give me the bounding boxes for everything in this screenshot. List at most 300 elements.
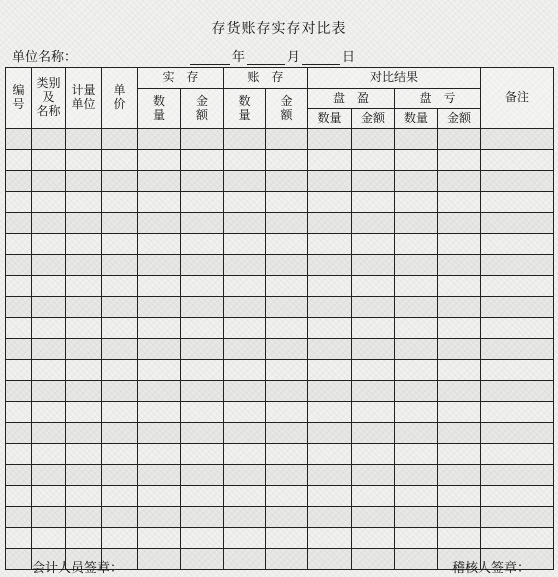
table-cell[interactable] bbox=[481, 402, 554, 423]
table-cell[interactable] bbox=[481, 486, 554, 507]
table-cell[interactable] bbox=[66, 486, 102, 507]
table-cell[interactable] bbox=[32, 486, 66, 507]
table-cell[interactable] bbox=[102, 318, 138, 339]
table-cell[interactable] bbox=[395, 402, 438, 423]
header-surplus-amt: 金额 bbox=[352, 109, 395, 129]
table-cell[interactable] bbox=[224, 423, 266, 444]
table-cell[interactable] bbox=[181, 171, 224, 192]
table-cell[interactable] bbox=[395, 360, 438, 381]
table-cell[interactable] bbox=[66, 192, 102, 213]
table-cell[interactable] bbox=[438, 276, 481, 297]
table-cell[interactable] bbox=[6, 297, 32, 318]
table-cell[interactable] bbox=[181, 150, 224, 171]
table-cell[interactable] bbox=[32, 360, 66, 381]
table-cell[interactable] bbox=[438, 486, 481, 507]
year-blank[interactable] bbox=[190, 50, 230, 65]
table-cell[interactable] bbox=[6, 150, 32, 171]
table-cell[interactable] bbox=[481, 255, 554, 276]
header-book: 账 存 bbox=[224, 68, 308, 89]
table-cell[interactable] bbox=[395, 234, 438, 255]
table-cell[interactable] bbox=[481, 234, 554, 255]
table-cell[interactable] bbox=[395, 444, 438, 465]
table-cell[interactable] bbox=[32, 234, 66, 255]
table-cell[interactable] bbox=[395, 129, 438, 150]
table-cell[interactable] bbox=[481, 507, 554, 528]
table-cell[interactable] bbox=[395, 213, 438, 234]
table-row bbox=[6, 234, 554, 255]
table-cell[interactable] bbox=[308, 213, 352, 234]
table-row bbox=[6, 444, 554, 465]
table-cell[interactable] bbox=[32, 255, 66, 276]
table-cell[interactable] bbox=[138, 381, 181, 402]
table-cell[interactable] bbox=[438, 297, 481, 318]
table-cell[interactable] bbox=[266, 528, 308, 549]
table-cell[interactable] bbox=[352, 402, 395, 423]
table-cell[interactable] bbox=[66, 297, 102, 318]
table-cell[interactable] bbox=[66, 339, 102, 360]
table-cell[interactable] bbox=[438, 318, 481, 339]
table-cell[interactable] bbox=[6, 486, 32, 507]
table-cell[interactable] bbox=[138, 402, 181, 423]
table-cell[interactable] bbox=[224, 234, 266, 255]
table-cell[interactable] bbox=[181, 381, 224, 402]
table-cell[interactable] bbox=[224, 486, 266, 507]
table-cell[interactable] bbox=[266, 234, 308, 255]
table-cell[interactable] bbox=[138, 276, 181, 297]
table-cell[interactable] bbox=[32, 465, 66, 486]
table-cell[interactable] bbox=[308, 255, 352, 276]
table-cell[interactable] bbox=[395, 318, 438, 339]
table-cell[interactable] bbox=[32, 528, 66, 549]
table-cell[interactable] bbox=[102, 150, 138, 171]
table-cell[interactable] bbox=[181, 234, 224, 255]
table-cell[interactable] bbox=[352, 528, 395, 549]
header-compare: 对比结果 bbox=[308, 68, 481, 89]
table-cell[interactable] bbox=[6, 360, 32, 381]
table-cell[interactable] bbox=[352, 129, 395, 150]
table-cell[interactable] bbox=[32, 423, 66, 444]
table-cell[interactable] bbox=[395, 339, 438, 360]
table-cell[interactable] bbox=[138, 171, 181, 192]
table-cell[interactable] bbox=[66, 360, 102, 381]
table-cell[interactable] bbox=[352, 255, 395, 276]
table-cell[interactable] bbox=[352, 213, 395, 234]
table-cell[interactable] bbox=[266, 465, 308, 486]
table-cell[interactable] bbox=[224, 171, 266, 192]
table-cell[interactable] bbox=[181, 549, 224, 570]
table-cell[interactable] bbox=[438, 465, 481, 486]
table-cell[interactable] bbox=[102, 255, 138, 276]
table-cell[interactable] bbox=[308, 465, 352, 486]
table-cell[interactable] bbox=[352, 507, 395, 528]
table-cell[interactable] bbox=[138, 465, 181, 486]
table-cell[interactable] bbox=[138, 150, 181, 171]
table-cell[interactable] bbox=[266, 318, 308, 339]
table-cell[interactable] bbox=[32, 318, 66, 339]
table-cell[interactable] bbox=[66, 276, 102, 297]
table-cell[interactable] bbox=[308, 297, 352, 318]
header-category: 类别 及 名称 bbox=[32, 68, 66, 129]
table-cell[interactable] bbox=[181, 255, 224, 276]
table-cell[interactable] bbox=[138, 486, 181, 507]
table-cell[interactable] bbox=[224, 465, 266, 486]
table-cell[interactable] bbox=[6, 171, 32, 192]
table-cell[interactable] bbox=[438, 339, 481, 360]
table-cell[interactable] bbox=[66, 528, 102, 549]
table-cell[interactable] bbox=[102, 234, 138, 255]
table-cell[interactable] bbox=[308, 234, 352, 255]
table-cell[interactable] bbox=[224, 192, 266, 213]
header-actual: 实 存 bbox=[138, 68, 224, 89]
auditor-signature-label: 稽核人签章： bbox=[452, 561, 531, 576]
table-cell[interactable] bbox=[66, 150, 102, 171]
year-label: 年 bbox=[232, 50, 246, 65]
table-cell[interactable] bbox=[6, 213, 32, 234]
table-cell[interactable] bbox=[6, 255, 32, 276]
table-cell[interactable] bbox=[395, 465, 438, 486]
table-cell[interactable] bbox=[138, 549, 181, 570]
table-row bbox=[6, 129, 554, 150]
table-cell[interactable] bbox=[438, 507, 481, 528]
table-cell[interactable] bbox=[138, 423, 181, 444]
table-cell[interactable] bbox=[438, 444, 481, 465]
table-cell[interactable] bbox=[481, 171, 554, 192]
table-cell[interactable] bbox=[308, 339, 352, 360]
table-cell[interactable] bbox=[32, 339, 66, 360]
table-cell[interactable] bbox=[102, 507, 138, 528]
table-cell[interactable] bbox=[102, 444, 138, 465]
table-cell[interactable] bbox=[308, 507, 352, 528]
table-cell[interactable] bbox=[6, 276, 32, 297]
table-cell[interactable] bbox=[32, 213, 66, 234]
table-cell[interactable] bbox=[138, 528, 181, 549]
table-cell[interactable] bbox=[395, 486, 438, 507]
table-cell[interactable] bbox=[266, 402, 308, 423]
table-cell[interactable] bbox=[308, 402, 352, 423]
table-row bbox=[6, 297, 554, 318]
table-cell[interactable] bbox=[102, 528, 138, 549]
table-cell[interactable] bbox=[181, 486, 224, 507]
table-row bbox=[6, 318, 554, 339]
table-cell[interactable] bbox=[102, 192, 138, 213]
table-cell[interactable] bbox=[266, 192, 308, 213]
table-cell[interactable] bbox=[224, 528, 266, 549]
table-cell[interactable] bbox=[138, 318, 181, 339]
table-cell[interactable] bbox=[102, 381, 138, 402]
table-cell[interactable] bbox=[266, 423, 308, 444]
table-cell[interactable] bbox=[224, 549, 266, 570]
table-cell[interactable] bbox=[395, 171, 438, 192]
table-cell[interactable] bbox=[32, 171, 66, 192]
table-cell[interactable] bbox=[438, 255, 481, 276]
table-cell[interactable] bbox=[32, 381, 66, 402]
table-cell[interactable] bbox=[224, 150, 266, 171]
table-cell[interactable] bbox=[438, 192, 481, 213]
table-row bbox=[6, 171, 554, 192]
table-cell[interactable] bbox=[266, 213, 308, 234]
table-cell[interactable] bbox=[138, 129, 181, 150]
table-cell[interactable] bbox=[308, 192, 352, 213]
table-cell[interactable] bbox=[438, 528, 481, 549]
table-cell[interactable] bbox=[352, 192, 395, 213]
table-cell[interactable] bbox=[66, 129, 102, 150]
table-cell[interactable] bbox=[6, 528, 32, 549]
table-cell[interactable] bbox=[66, 381, 102, 402]
table-cell[interactable] bbox=[224, 339, 266, 360]
table-cell[interactable] bbox=[266, 255, 308, 276]
day-blank[interactable] bbox=[302, 50, 340, 65]
table-cell[interactable] bbox=[181, 318, 224, 339]
table-cell[interactable] bbox=[181, 360, 224, 381]
table-cell[interactable] bbox=[181, 129, 224, 150]
table-cell[interactable] bbox=[438, 381, 481, 402]
table-cell[interactable] bbox=[352, 360, 395, 381]
table-cell[interactable] bbox=[395, 507, 438, 528]
table-cell[interactable] bbox=[6, 129, 32, 150]
table-cell[interactable] bbox=[224, 444, 266, 465]
table-cell[interactable] bbox=[66, 318, 102, 339]
table-cell[interactable] bbox=[395, 528, 438, 549]
table-cell[interactable] bbox=[138, 213, 181, 234]
day-label: 日 bbox=[342, 50, 356, 65]
table-cell[interactable] bbox=[102, 171, 138, 192]
table-cell[interactable] bbox=[6, 423, 32, 444]
table-cell[interactable] bbox=[308, 528, 352, 549]
table-cell[interactable] bbox=[438, 129, 481, 150]
table-cell[interactable] bbox=[102, 339, 138, 360]
header-surplus-qty: 数量 bbox=[308, 109, 352, 129]
table-cell[interactable] bbox=[32, 444, 66, 465]
table-cell[interactable] bbox=[481, 276, 554, 297]
table-cell[interactable] bbox=[395, 423, 438, 444]
table-cell[interactable] bbox=[32, 192, 66, 213]
table-cell[interactable] bbox=[102, 297, 138, 318]
table-cell[interactable] bbox=[181, 276, 224, 297]
table-cell[interactable] bbox=[395, 255, 438, 276]
table-cell[interactable] bbox=[138, 360, 181, 381]
table-row bbox=[6, 255, 554, 276]
header-deficit-qty: 数量 bbox=[395, 109, 438, 129]
table-cell[interactable] bbox=[266, 129, 308, 150]
table-cell[interactable] bbox=[395, 192, 438, 213]
table-cell[interactable] bbox=[266, 486, 308, 507]
table-cell[interactable] bbox=[481, 129, 554, 150]
table-cell[interactable] bbox=[138, 234, 181, 255]
table-cell[interactable] bbox=[181, 213, 224, 234]
table-cell[interactable] bbox=[181, 423, 224, 444]
table-cell[interactable] bbox=[481, 150, 554, 171]
table-cell[interactable] bbox=[308, 318, 352, 339]
table-cell[interactable] bbox=[224, 276, 266, 297]
table-cell[interactable] bbox=[66, 255, 102, 276]
table-cell[interactable] bbox=[6, 192, 32, 213]
table-cell[interactable] bbox=[138, 297, 181, 318]
month-blank[interactable] bbox=[247, 50, 285, 65]
table-cell[interactable] bbox=[481, 360, 554, 381]
table-cell[interactable] bbox=[66, 444, 102, 465]
table-cell[interactable] bbox=[481, 318, 554, 339]
inventory-comparison-table bbox=[5, 67, 554, 570]
table-cell[interactable] bbox=[308, 129, 352, 150]
table-row bbox=[6, 528, 554, 549]
table-cell[interactable] bbox=[32, 297, 66, 318]
table-cell[interactable] bbox=[32, 276, 66, 297]
table-cell[interactable] bbox=[438, 213, 481, 234]
table-cell[interactable] bbox=[308, 444, 352, 465]
table-cell[interactable] bbox=[481, 192, 554, 213]
table-cell[interactable] bbox=[224, 255, 266, 276]
accountant-signature-label: 会计人员签章： bbox=[32, 561, 124, 576]
table-cell[interactable] bbox=[438, 234, 481, 255]
table-cell[interactable] bbox=[224, 129, 266, 150]
table-cell[interactable] bbox=[181, 444, 224, 465]
table-row bbox=[6, 465, 554, 486]
header-book-qty: 数 量 bbox=[224, 89, 266, 129]
table-cell[interactable] bbox=[308, 150, 352, 171]
table-cell[interactable] bbox=[352, 297, 395, 318]
table-cell[interactable] bbox=[352, 381, 395, 402]
table-cell[interactable] bbox=[308, 486, 352, 507]
table-cell[interactable] bbox=[181, 402, 224, 423]
table-cell[interactable] bbox=[266, 360, 308, 381]
table-cell[interactable] bbox=[102, 465, 138, 486]
table-cell[interactable] bbox=[102, 423, 138, 444]
table-cell[interactable] bbox=[308, 171, 352, 192]
table-cell[interactable] bbox=[481, 528, 554, 549]
table-cell[interactable] bbox=[395, 381, 438, 402]
table-cell[interactable] bbox=[224, 213, 266, 234]
table-cell[interactable] bbox=[6, 234, 32, 255]
table-cell[interactable] bbox=[138, 507, 181, 528]
table-cell[interactable] bbox=[224, 402, 266, 423]
table-cell[interactable] bbox=[352, 234, 395, 255]
table-cell[interactable] bbox=[266, 297, 308, 318]
table-cell[interactable] bbox=[481, 444, 554, 465]
table-cell[interactable] bbox=[224, 360, 266, 381]
table-cell[interactable] bbox=[138, 192, 181, 213]
table-cell[interactable] bbox=[138, 444, 181, 465]
table-cell[interactable] bbox=[102, 213, 138, 234]
table-cell[interactable] bbox=[438, 150, 481, 171]
header-unit: 计量 单位 bbox=[66, 68, 102, 129]
table-row bbox=[6, 507, 554, 528]
table-cell[interactable] bbox=[102, 360, 138, 381]
table-cell[interactable] bbox=[6, 339, 32, 360]
table-cell[interactable] bbox=[32, 150, 66, 171]
table-cell[interactable] bbox=[181, 528, 224, 549]
table-cell[interactable] bbox=[181, 297, 224, 318]
table-cell[interactable] bbox=[138, 339, 181, 360]
table-cell[interactable] bbox=[352, 465, 395, 486]
table-cell[interactable] bbox=[181, 339, 224, 360]
table-cell[interactable] bbox=[308, 549, 352, 570]
table-cell[interactable] bbox=[438, 171, 481, 192]
table-cell[interactable] bbox=[352, 276, 395, 297]
table-cell[interactable] bbox=[138, 255, 181, 276]
month-label: 月 bbox=[287, 50, 301, 65]
date-line bbox=[190, 46, 357, 65]
table-cell[interactable] bbox=[6, 507, 32, 528]
table-cell[interactable] bbox=[308, 360, 352, 381]
table-cell[interactable] bbox=[266, 150, 308, 171]
table-cell[interactable] bbox=[352, 444, 395, 465]
table-cell[interactable] bbox=[352, 549, 395, 570]
table-cell[interactable] bbox=[181, 192, 224, 213]
header-deficit-amt: 金额 bbox=[438, 109, 481, 129]
table-cell[interactable] bbox=[66, 423, 102, 444]
table-cell[interactable] bbox=[438, 423, 481, 444]
table-row bbox=[6, 213, 554, 234]
table-cell[interactable] bbox=[438, 402, 481, 423]
table-cell[interactable] bbox=[395, 276, 438, 297]
table-cell[interactable] bbox=[308, 381, 352, 402]
table-cell[interactable] bbox=[102, 129, 138, 150]
table-cell[interactable] bbox=[481, 423, 554, 444]
table-cell[interactable] bbox=[438, 360, 481, 381]
table-cell[interactable] bbox=[181, 465, 224, 486]
table-cell[interactable] bbox=[224, 507, 266, 528]
table-cell[interactable] bbox=[66, 234, 102, 255]
table-cell[interactable] bbox=[6, 402, 32, 423]
table-cell[interactable] bbox=[32, 507, 66, 528]
form-title: 存货账存实存对比表 bbox=[211, 21, 347, 37]
table-cell[interactable] bbox=[102, 276, 138, 297]
table-cell[interactable] bbox=[266, 549, 308, 570]
table-cell[interactable] bbox=[266, 171, 308, 192]
table-cell[interactable] bbox=[352, 150, 395, 171]
table-cell[interactable] bbox=[66, 507, 102, 528]
table-cell[interactable] bbox=[395, 150, 438, 171]
table-cell[interactable] bbox=[481, 339, 554, 360]
table-cell[interactable] bbox=[66, 465, 102, 486]
table-cell[interactable] bbox=[352, 486, 395, 507]
table-cell[interactable] bbox=[32, 129, 66, 150]
table-cell[interactable] bbox=[481, 465, 554, 486]
table-cell[interactable] bbox=[181, 507, 224, 528]
table-cell[interactable] bbox=[102, 402, 138, 423]
table-cell[interactable] bbox=[352, 318, 395, 339]
table-cell[interactable] bbox=[32, 402, 66, 423]
table-cell[interactable] bbox=[6, 444, 32, 465]
table-cell[interactable] bbox=[6, 381, 32, 402]
table-cell[interactable] bbox=[266, 339, 308, 360]
table-cell[interactable] bbox=[66, 213, 102, 234]
table-cell[interactable] bbox=[352, 423, 395, 444]
table-cell[interactable] bbox=[308, 423, 352, 444]
table-cell[interactable] bbox=[6, 549, 32, 570]
table-cell[interactable] bbox=[66, 402, 102, 423]
table-cell[interactable] bbox=[224, 318, 266, 339]
table-cell[interactable] bbox=[481, 213, 554, 234]
table-cell[interactable] bbox=[266, 381, 308, 402]
table-cell[interactable] bbox=[224, 381, 266, 402]
table-cell[interactable] bbox=[66, 171, 102, 192]
table-cell[interactable] bbox=[481, 297, 554, 318]
table-cell[interactable] bbox=[352, 171, 395, 192]
table-cell[interactable] bbox=[224, 297, 266, 318]
table-cell[interactable] bbox=[395, 297, 438, 318]
table-cell[interactable] bbox=[266, 276, 308, 297]
table-cell[interactable] bbox=[266, 444, 308, 465]
table-cell[interactable] bbox=[102, 486, 138, 507]
table-cell[interactable] bbox=[481, 381, 554, 402]
table-cell[interactable] bbox=[6, 318, 32, 339]
table-cell[interactable] bbox=[6, 465, 32, 486]
table-cell[interactable] bbox=[352, 339, 395, 360]
table-cell[interactable] bbox=[395, 549, 438, 570]
table-cell[interactable] bbox=[266, 507, 308, 528]
table-cell[interactable] bbox=[308, 276, 352, 297]
